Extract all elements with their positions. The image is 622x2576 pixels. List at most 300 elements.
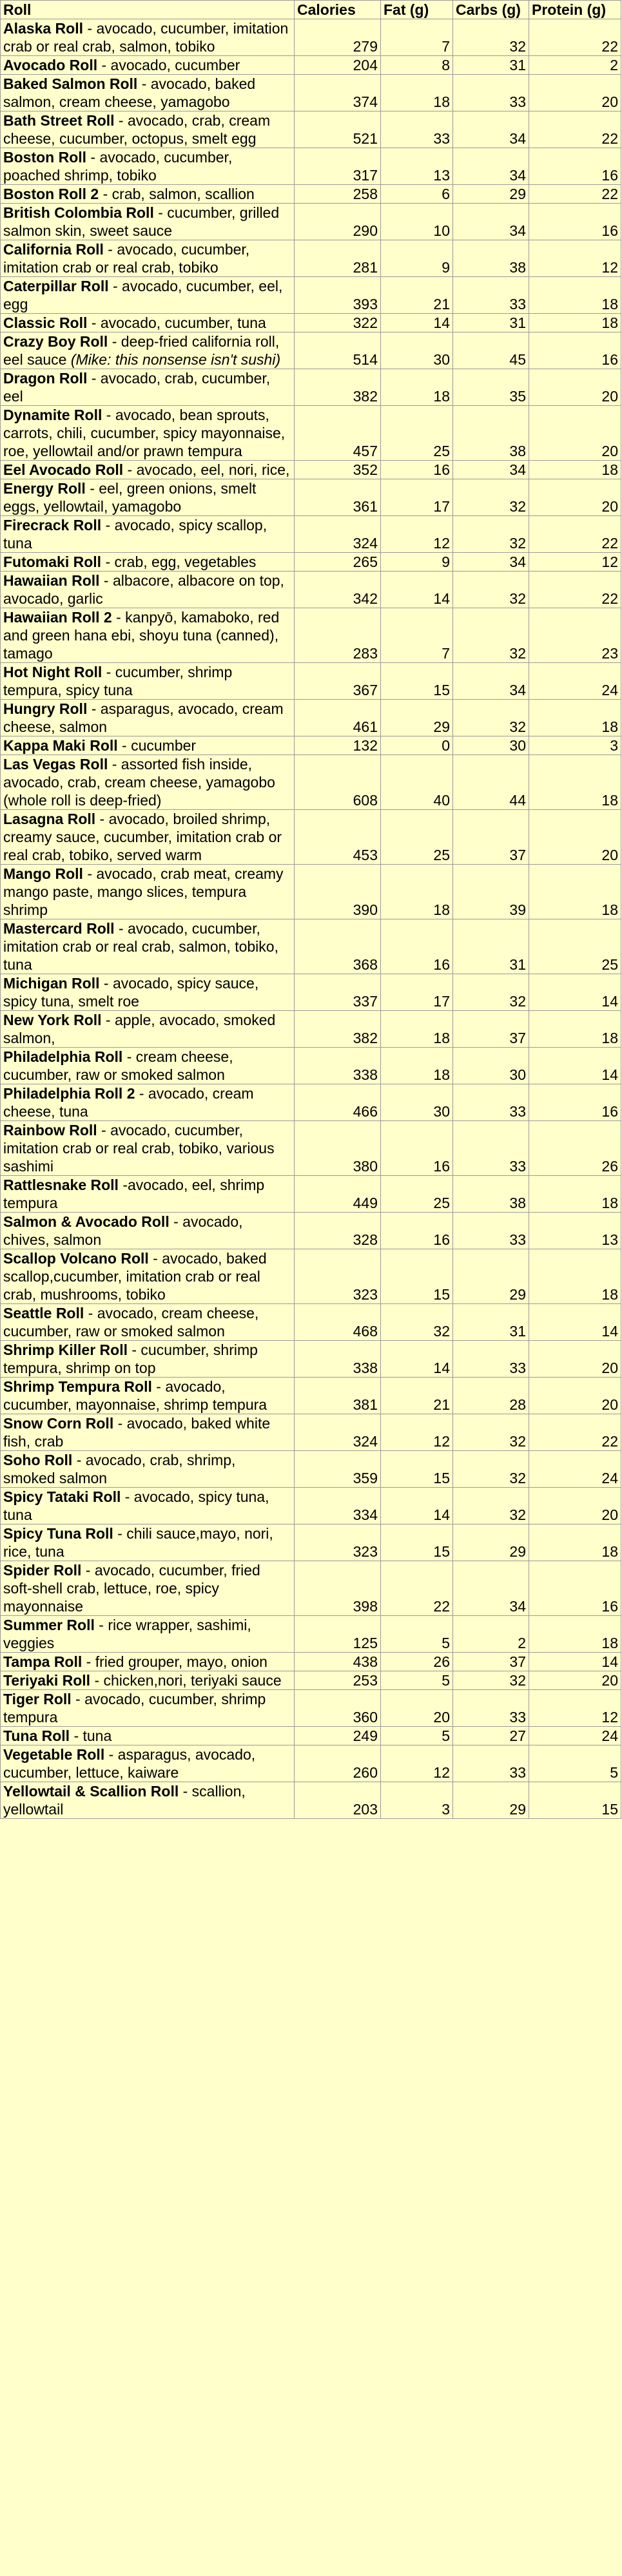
carbs-cell: 32 — [453, 19, 529, 56]
roll-name: Tuna Roll — [3, 1727, 70, 1744]
fat-cell: 30 — [381, 332, 453, 369]
roll-ingredients: - avocado, eel, nori, rice, — [123, 461, 290, 478]
roll-cell — [1, 56, 295, 75]
table-row — [1, 736, 621, 755]
carbs-cell: 33 — [453, 1690, 529, 1727]
roll-ingredients: - scallion, yellowtail — [3, 1783, 246, 1818]
fat-cell: 40 — [381, 755, 453, 810]
calories-cell: 338 — [295, 1048, 381, 1084]
roll-cell — [1, 148, 295, 185]
protein-cell: 25 — [529, 919, 621, 974]
roll-ingredients: - avocado, cream cheese, cucumber, raw or smoked salmon — [3, 1305, 259, 1340]
carbs-cell: 33 — [453, 277, 529, 314]
fat-cell: 14 — [381, 1341, 453, 1378]
carbs-cell: 30 — [453, 736, 529, 755]
fat-cell: 9 — [381, 240, 453, 277]
table-row — [1, 204, 621, 240]
table-row — [1, 461, 621, 479]
roll-name: Spicy Tataki Roll — [3, 1488, 121, 1505]
protein-cell: 24 — [529, 1451, 621, 1488]
calories-cell: 279 — [295, 19, 381, 56]
roll-name: Mastercard Roll — [3, 920, 115, 937]
roll-ingredients: - avocado, cucumber, imitation crab or real crab, salmon, tobiko — [3, 20, 289, 55]
fat-cell: 20 — [381, 1690, 453, 1727]
calories-cell: 466 — [295, 1084, 381, 1121]
roll-cell — [1, 663, 295, 700]
roll-name: Futomaki Roll — [3, 553, 102, 570]
protein-cell: 20 — [529, 369, 621, 406]
carbs-cell: 38 — [453, 406, 529, 461]
calories-cell: 253 — [295, 1671, 381, 1690]
protein-cell: 18 — [529, 277, 621, 314]
carbs-cell: 28 — [453, 1378, 529, 1414]
protein-cell: 18 — [529, 461, 621, 479]
calories-cell: 374 — [295, 75, 381, 111]
table-row — [1, 1084, 621, 1121]
calories-cell: 324 — [295, 516, 381, 553]
carbs-cell: 34 — [453, 1561, 529, 1616]
roll-cell — [1, 277, 295, 314]
roll-name: Philadelphia Roll 2 — [3, 1085, 135, 1102]
fat-cell: 5 — [381, 1616, 453, 1653]
table-row — [1, 1213, 621, 1249]
protein-cell: 12 — [529, 240, 621, 277]
protein-cell: 20 — [529, 479, 621, 516]
carbs-cell: 35 — [453, 369, 529, 406]
roll-cell — [1, 1745, 295, 1782]
table-row — [1, 75, 621, 111]
carbs-cell: 33 — [453, 1121, 529, 1176]
table-row — [1, 479, 621, 516]
roll-name: Kappa Maki Roll — [3, 737, 118, 754]
calories-cell: 608 — [295, 755, 381, 810]
calories-cell: 368 — [295, 919, 381, 974]
carbs-cell: 34 — [453, 461, 529, 479]
calories-cell: 468 — [295, 1304, 381, 1341]
protein-cell: 16 — [529, 332, 621, 369]
roll-cell — [1, 204, 295, 240]
carbs-cell: 31 — [453, 56, 529, 75]
roll-name: Salmon & Avocado Roll — [3, 1213, 170, 1230]
table-row — [1, 1727, 621, 1745]
roll-cell — [1, 19, 295, 56]
protein-cell: 18 — [529, 1616, 621, 1653]
roll-cell — [1, 1378, 295, 1414]
calories-cell: 260 — [295, 1745, 381, 1782]
fat-cell: 32 — [381, 1304, 453, 1341]
protein-cell: 14 — [529, 1048, 621, 1084]
fat-cell: 14 — [381, 314, 453, 332]
carbs-cell: 32 — [453, 479, 529, 516]
roll-cell — [1, 572, 295, 608]
carbs-cell: 29 — [453, 1524, 529, 1561]
protein-cell: 24 — [529, 1727, 621, 1745]
table-row — [1, 1488, 621, 1524]
header-carbs: Carbs (g) — [453, 1, 529, 19]
roll-ingredients: - apple, avocado, smoked salmon, — [3, 1012, 276, 1046]
table-body — [1, 19, 621, 1819]
roll-cell — [1, 1782, 295, 1819]
roll-ingredients: - cucumber — [117, 737, 197, 754]
calories-cell: 328 — [295, 1213, 381, 1249]
calories-cell: 382 — [295, 369, 381, 406]
fat-cell: 6 — [381, 185, 453, 204]
calories-cell: 324 — [295, 1414, 381, 1451]
roll-cell — [1, 919, 295, 974]
fat-cell: 18 — [381, 1048, 453, 1084]
calories-cell: 449 — [295, 1176, 381, 1213]
protein-cell: 22 — [529, 1414, 621, 1451]
fat-cell: 25 — [381, 810, 453, 865]
roll-cell — [1, 1561, 295, 1616]
roll-ingredients: - asparagus, avocado, cream cheese, salmon — [3, 700, 284, 735]
roll-name: Philadelphia Roll — [3, 1048, 123, 1065]
fat-cell: 13 — [381, 148, 453, 185]
roll-cell — [1, 700, 295, 736]
fat-cell: 18 — [381, 369, 453, 406]
calories-cell: 290 — [295, 204, 381, 240]
fat-cell: 5 — [381, 1671, 453, 1690]
protein-cell: 14 — [529, 1304, 621, 1341]
roll-name: Lasagna Roll — [3, 811, 96, 827]
carbs-cell: 32 — [453, 1671, 529, 1690]
protein-cell: 16 — [529, 1561, 621, 1616]
roll-cell — [1, 479, 295, 516]
calories-cell: 322 — [295, 314, 381, 332]
roll-name: Hawaiian Roll — [3, 572, 100, 589]
roll-name: Hot Night Roll — [3, 664, 102, 680]
calories-cell: 352 — [295, 461, 381, 479]
roll-cell — [1, 240, 295, 277]
carbs-cell: 29 — [453, 1249, 529, 1304]
header-calories: Calories — [295, 1, 381, 19]
header-fat: Fat (g) — [381, 1, 453, 19]
fat-cell: 3 — [381, 1782, 453, 1819]
table-row — [1, 700, 621, 736]
roll-ingredients: - avocado, cucumber, fried soft-shell crab, lettuce, roe, spicy mayonnaise — [3, 1562, 260, 1615]
calories-cell: 249 — [295, 1727, 381, 1745]
roll-name: Firecrack Roll — [3, 517, 102, 533]
table-row — [1, 1561, 621, 1616]
roll-name: Hawaiian Roll 2 — [3, 609, 112, 626]
roll-ingredients: - avocado, cucumber, imitation crab or real crab, tobiko, various sashimi — [3, 1122, 275, 1175]
carbs-cell: 33 — [453, 1213, 529, 1249]
roll-name: Vegetable Roll — [3, 1746, 105, 1763]
fat-cell: 18 — [381, 865, 453, 919]
roll-name: Hungry Roll — [3, 700, 88, 717]
roll-name: Boston Roll 2 — [3, 186, 99, 202]
protein-cell: 18 — [529, 865, 621, 919]
roll-name: Snow Corn Roll — [3, 1415, 114, 1432]
roll-ingredients: - assorted fish inside, avocado, crab, cream cheese, yamagobo (whole roll is deep-fried) — [3, 756, 275, 809]
fat-cell: 16 — [381, 1121, 453, 1176]
roll-ingredients: - cream cheese, cucumber, raw or smoked salmon — [3, 1048, 233, 1083]
table-row — [1, 1121, 621, 1176]
calories-cell: 359 — [295, 1451, 381, 1488]
protein-cell: 18 — [529, 1249, 621, 1304]
protein-cell: 16 — [529, 204, 621, 240]
roll-ingredients: - avocado, spicy tuna, tuna — [3, 1488, 269, 1523]
table-row — [1, 314, 621, 332]
roll-ingredients: - avocado, spicy sauce, spicy tuna, smelt roe — [3, 975, 259, 1010]
table-row — [1, 1341, 621, 1378]
roll-ingredients: - crab, egg, vegetables — [101, 553, 257, 570]
protein-cell: 26 — [529, 1121, 621, 1176]
fat-cell: 16 — [381, 919, 453, 974]
table-row — [1, 572, 621, 608]
roll-cell — [1, 75, 295, 111]
carbs-cell: 37 — [453, 1653, 529, 1671]
roll-name: Summer Roll — [3, 1617, 95, 1633]
protein-cell: 20 — [529, 406, 621, 461]
roll-name: Rainbow Roll — [3, 1122, 97, 1139]
roll-name: Crazy Boy Roll — [3, 333, 108, 350]
fat-cell: 7 — [381, 19, 453, 56]
calories-cell: 258 — [295, 185, 381, 204]
fat-cell: 10 — [381, 204, 453, 240]
roll-cell — [1, 1084, 295, 1121]
carbs-cell: 39 — [453, 865, 529, 919]
table-row — [1, 332, 621, 369]
roll-name: Energy Roll — [3, 480, 86, 497]
fat-cell: 12 — [381, 1414, 453, 1451]
roll-cell — [1, 1414, 295, 1451]
calories-cell: 457 — [295, 406, 381, 461]
roll-name: Scallop Volcano Roll — [3, 1250, 149, 1267]
carbs-cell: 44 — [453, 755, 529, 810]
roll-ingredients: - tuna — [70, 1727, 112, 1744]
carbs-cell: 34 — [453, 663, 529, 700]
protein-cell: 20 — [529, 1378, 621, 1414]
table-row — [1, 516, 621, 553]
protein-cell: 22 — [529, 572, 621, 608]
calories-cell: 323 — [295, 1249, 381, 1304]
table-row — [1, 1304, 621, 1341]
fat-cell: 22 — [381, 1561, 453, 1616]
fat-cell: 5 — [381, 1727, 453, 1745]
carbs-cell: 32 — [453, 1488, 529, 1524]
roll-name: British Colombia Roll — [3, 204, 154, 221]
roll-name: New York Roll — [3, 1012, 102, 1028]
roll-cell — [1, 332, 295, 369]
calories-cell: 323 — [295, 1524, 381, 1561]
calories-cell: 361 — [295, 479, 381, 516]
roll-name: Seattle Roll — [3, 1305, 84, 1322]
fat-cell: 18 — [381, 1011, 453, 1048]
table-row — [1, 148, 621, 185]
roll-ingredients: - avocado, cream cheese, tuna — [3, 1085, 254, 1120]
roll-ingredients: - deep-fried california roll, eel sauce — [3, 333, 280, 368]
fat-cell: 14 — [381, 572, 453, 608]
carbs-cell: 32 — [453, 1414, 529, 1451]
table-row — [1, 111, 621, 148]
protein-cell: 15 — [529, 1782, 621, 1819]
table-row — [1, 56, 621, 75]
carbs-cell: 32 — [453, 572, 529, 608]
roll-cell — [1, 1213, 295, 1249]
roll-name: Dynamite Roll — [3, 407, 102, 423]
fat-cell: 29 — [381, 700, 453, 736]
calories-cell: 393 — [295, 277, 381, 314]
protein-cell: 18 — [529, 1011, 621, 1048]
carbs-cell: 33 — [453, 1745, 529, 1782]
roll-cell — [1, 1176, 295, 1213]
roll-cell — [1, 865, 295, 919]
roll-cell — [1, 1249, 295, 1304]
protein-cell: 18 — [529, 1524, 621, 1561]
fat-cell: 30 — [381, 1084, 453, 1121]
table-row — [1, 755, 621, 810]
roll-ingredients: - avocado, spicy scallop, tuna — [3, 517, 267, 552]
carbs-cell: 37 — [453, 1011, 529, 1048]
roll-cell — [1, 755, 295, 810]
roll-cell — [1, 1524, 295, 1561]
fat-cell: 12 — [381, 516, 453, 553]
protein-cell: 20 — [529, 810, 621, 865]
carbs-cell: 38 — [453, 240, 529, 277]
protein-cell: 16 — [529, 1084, 621, 1121]
table-row — [1, 369, 621, 406]
roll-ingredients: - avocado, baked white fish, crab — [3, 1415, 271, 1450]
carbs-cell: 27 — [453, 1727, 529, 1745]
calories-cell: 132 — [295, 736, 381, 755]
roll-ingredients: - chicken,nori, teriyaki sauce — [90, 1672, 282, 1689]
roll-cell — [1, 1341, 295, 1378]
roll-name: Eel Avocado Roll — [3, 461, 124, 478]
roll-name: Tampa Roll — [3, 1653, 83, 1670]
carbs-cell: 33 — [453, 75, 529, 111]
roll-cell — [1, 1690, 295, 1727]
roll-ingredients: - avocado, cucumber, poached shrimp, tobiko — [3, 149, 233, 184]
calories-cell: 360 — [295, 1690, 381, 1727]
roll-ingredients: - avocado, crab meat, creamy mango paste, mango slices, tempura shrimp — [3, 865, 284, 918]
roll-cell — [1, 111, 295, 148]
roll-ingredients: - cucumber, shrimp tempura, spicy tuna — [3, 664, 233, 698]
protein-cell: 12 — [529, 553, 621, 572]
roll-cell — [1, 406, 295, 461]
roll-ingredients: - asparagus, avocado, cucumber, lettuce, kaiware — [3, 1746, 256, 1781]
carbs-cell: 29 — [453, 1782, 529, 1819]
roll-cell — [1, 1304, 295, 1341]
carbs-cell: 31 — [453, 1304, 529, 1341]
carbs-cell: 38 — [453, 1176, 529, 1213]
roll-name: Dragon Roll — [3, 370, 88, 387]
carbs-cell: 34 — [453, 553, 529, 572]
roll-name: Shrimp Tempura Roll — [3, 1378, 152, 1395]
roll-name: Spicy Tuna Roll — [3, 1525, 113, 1542]
roll-name: Las Vegas Roll — [3, 756, 108, 773]
roll-ingredients: - cucumber, shrimp tempura, shrimp on top — [3, 1341, 258, 1376]
carbs-cell: 37 — [453, 810, 529, 865]
calories-cell: 380 — [295, 1121, 381, 1176]
roll-ingredients: - avocado, baked scallop,cucumber, imitation crab or real crab, mushrooms, tobiko — [3, 1250, 267, 1303]
fat-cell: 18 — [381, 75, 453, 111]
roll-cell — [1, 461, 295, 479]
roll-cell — [1, 736, 295, 755]
roll-ingredients: - avocado, baked salmon, cream cheese, yamagobo — [3, 75, 256, 110]
roll-ingredients: - avocado, crab, shrimp, smoked salmon — [3, 1452, 236, 1486]
roll-name: Yellowtail & Scallion Roll — [3, 1783, 179, 1800]
fat-cell: 17 — [381, 974, 453, 1011]
table-row — [1, 608, 621, 663]
roll-name: Rattlesnake Roll — [3, 1177, 119, 1193]
protein-cell: 20 — [529, 75, 621, 111]
roll-name: Spider Roll — [3, 1562, 82, 1579]
roll-cell — [1, 553, 295, 572]
roll-cell — [1, 1488, 295, 1524]
roll-cell — [1, 1451, 295, 1488]
roll-ingredients: - avocado, chives, salmon — [3, 1213, 243, 1248]
protein-cell: 16 — [529, 148, 621, 185]
calories-cell: 204 — [295, 56, 381, 75]
table-row — [1, 663, 621, 700]
roll-ingredients: -avocado, eel, shrimp tempura — [3, 1177, 265, 1211]
protein-cell: 24 — [529, 663, 621, 700]
roll-cell — [1, 608, 295, 663]
carbs-cell: 2 — [453, 1616, 529, 1653]
fat-cell: 15 — [381, 1451, 453, 1488]
header-row — [1, 1, 621, 19]
roll-name: Boston Roll — [3, 149, 87, 166]
calories-cell: 382 — [295, 1011, 381, 1048]
fat-cell: 16 — [381, 1213, 453, 1249]
roll-cell — [1, 516, 295, 553]
protein-cell: 18 — [529, 700, 621, 736]
fat-cell: 33 — [381, 111, 453, 148]
carbs-cell: 30 — [453, 1048, 529, 1084]
calories-cell: 337 — [295, 974, 381, 1011]
table-row — [1, 1176, 621, 1213]
fat-cell: 0 — [381, 736, 453, 755]
protein-cell: 5 — [529, 1745, 621, 1782]
roll-ingredients: - avocado, broiled shrimp, creamy sauce, cucumber, imitation crab or real crab, tobiko, served warm — [3, 811, 282, 863]
table-row — [1, 1414, 621, 1451]
table-row — [1, 810, 621, 865]
protein-cell: 22 — [529, 516, 621, 553]
fat-cell: 16 — [381, 461, 453, 479]
fat-cell: 25 — [381, 406, 453, 461]
table-row — [1, 1524, 621, 1561]
protein-cell: 2 — [529, 56, 621, 75]
roll-name: Avocado Roll — [3, 57, 98, 73]
carbs-cell: 32 — [453, 516, 529, 553]
header-roll: Roll — [1, 1, 295, 19]
calories-cell: 398 — [295, 1561, 381, 1616]
fat-cell: 25 — [381, 1176, 453, 1213]
roll-name: Bath Street Roll — [3, 112, 115, 129]
protein-cell: 22 — [529, 111, 621, 148]
roll-cell — [1, 1121, 295, 1176]
table-row — [1, 1653, 621, 1671]
roll-name: California Roll — [3, 241, 104, 258]
roll-name: Soho Roll — [3, 1452, 73, 1468]
calories-cell: 265 — [295, 553, 381, 572]
calories-cell: 381 — [295, 1378, 381, 1414]
protein-cell: 22 — [529, 185, 621, 204]
roll-ingredients: - avocado, cucumber, imitation crab or real crab, salmon, tobiko, tuna — [3, 920, 278, 973]
roll-name: Shrimp Killer Roll — [3, 1341, 128, 1358]
roll-name: Alaska Roll — [3, 20, 83, 37]
fat-cell: 15 — [381, 663, 453, 700]
fat-cell: 21 — [381, 277, 453, 314]
roll-cell — [1, 314, 295, 332]
calories-cell: 438 — [295, 1653, 381, 1671]
table-row — [1, 1782, 621, 1819]
roll-cell — [1, 1653, 295, 1671]
table-row — [1, 865, 621, 919]
roll-ingredients: - avocado, crab, cucumber, eel — [3, 370, 271, 405]
roll-name: Baked Salmon Roll — [3, 75, 138, 92]
